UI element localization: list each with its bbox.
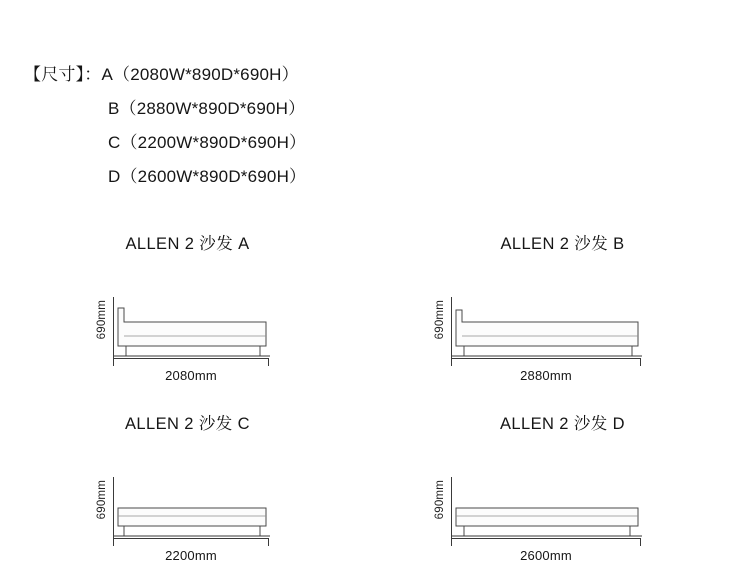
width-label: 2880mm <box>520 368 572 383</box>
width-label: 2600mm <box>520 548 572 563</box>
figure-title: ALLEN 2 沙发 A <box>125 235 250 253</box>
figure-row-bottom <box>0 402 750 582</box>
figure-sofa-a <box>0 222 375 402</box>
figure-drawing <box>0 452 375 570</box>
dimension-spec-block <box>24 58 306 194</box>
figure-title: ALLEN 2 沙发 D <box>500 415 625 433</box>
dimension-tick <box>451 358 452 366</box>
figure-title: ALLEN 2 沙发 C <box>125 415 250 433</box>
width-label: 2200mm <box>165 548 217 563</box>
width-dimension-line <box>113 358 269 359</box>
dimension-tick <box>640 538 641 546</box>
spec-line-c: C（2200W*890D*690H） <box>108 133 307 152</box>
spec-line-b: B（2880W*890D*690H） <box>108 99 306 118</box>
sofa-illustration <box>452 478 642 540</box>
sofa-illustration <box>114 478 270 540</box>
figure-drawing <box>0 272 375 390</box>
dimension-tick <box>640 358 641 366</box>
figure-row-top <box>0 222 750 402</box>
figure-drawing <box>375 452 750 570</box>
figure-sofa-b <box>375 222 750 402</box>
figure-sofa-c <box>0 402 375 582</box>
dimension-tick <box>268 358 269 366</box>
sofa-illustration <box>114 298 270 360</box>
width-dimension-line <box>451 538 641 539</box>
spec-heading: 【尺寸】：A（2080W*890D*690H） <box>24 65 299 84</box>
spec-line-d: D（2600W*890D*690H） <box>108 167 307 186</box>
height-label: 690mm <box>434 300 446 340</box>
figure-grid <box>0 222 750 582</box>
dimension-tick <box>268 538 269 546</box>
height-label: 690mm <box>96 300 108 340</box>
dimension-tick <box>113 358 114 366</box>
figure-drawing <box>375 272 750 390</box>
width-dimension-line <box>451 358 641 359</box>
sofa-illustration <box>452 298 642 360</box>
width-dimension-line <box>113 538 269 539</box>
dimension-tick <box>113 538 114 546</box>
figure-title: ALLEN 2 沙发 B <box>500 235 625 253</box>
figure-sofa-d <box>375 402 750 582</box>
height-label: 690mm <box>96 480 108 520</box>
width-label: 2080mm <box>165 368 217 383</box>
dimension-tick <box>451 538 452 546</box>
height-label: 690mm <box>434 480 446 520</box>
